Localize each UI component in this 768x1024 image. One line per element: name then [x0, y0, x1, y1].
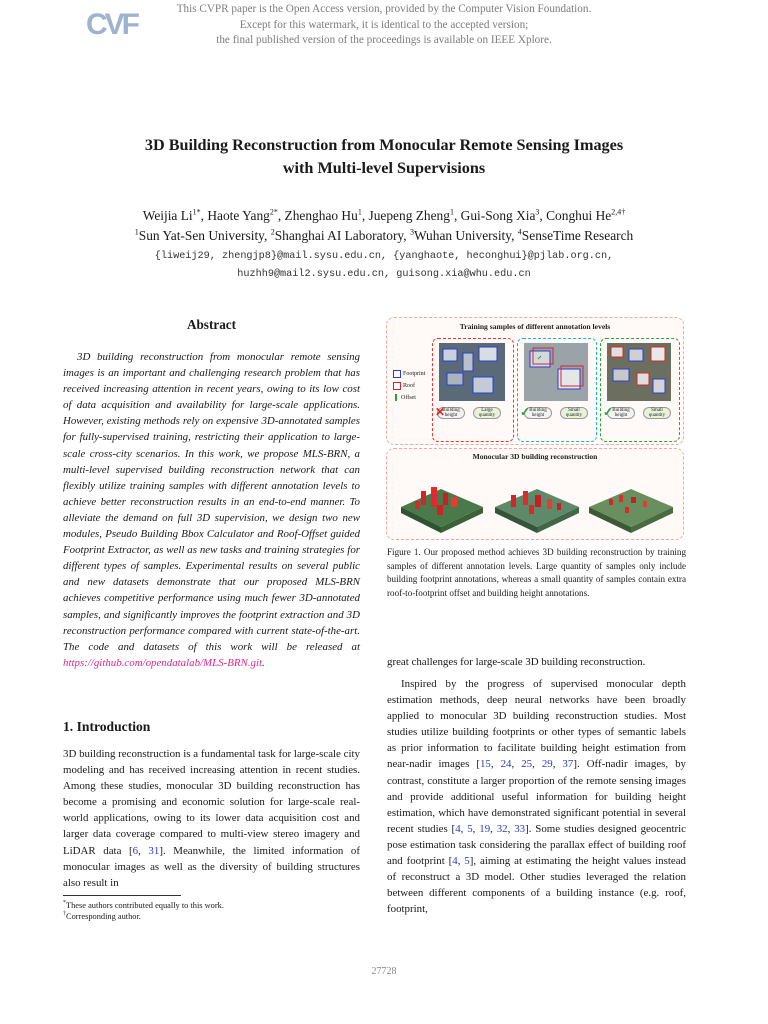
sample-panel-3 [600, 338, 680, 442]
email-block: {liweij29, zhengjp8}@mail.sysu.edu.cn, {yanghaote, heconghui}@pjlab.org.cn, huzhh9@mail2.sysu.edu.cn, guisong.xia@whu.edu.cn [154, 251, 614, 280]
sample-panel-2 [517, 338, 597, 442]
citation-link[interactable]: 37 [562, 758, 574, 771]
citation-link[interactable]: 4 [452, 855, 458, 868]
citation-link[interactable]: 25 [521, 758, 533, 771]
figure-panel-reconstruction [386, 448, 684, 540]
citation-link[interactable]: 33 [514, 822, 526, 835]
code-link[interactable]: https://github.com/opendatalab/MLS-BRN.git [63, 656, 263, 669]
intro-paragraph-1: 3D building reconstruction is a fundamental task for large-scale city modeling and has received increasing attention in recent studies. Among these studies, monocular 3D building reconstruction has become a promising and economic solution for large-scale real-world applications, owing to its lower data acquisition cost and larger data coverage compared to multi-view stereo imagery and LiDAR data [6, 31]. Meanwhile, the limited information of monocular images as well as the diversity of building structures also result in [63, 748, 361, 889]
author-list: Weijia $Li^{1*}$, Haote Yang$^{2*}$, Zhenghao Hu$^1$, Juepeng Zheng$^1$, Gui-Song Xia$^3$, Conghui $He^{2,4\dagger}$ [142, 207, 626, 223]
citation-link[interactable]: 5 [467, 822, 473, 835]
intro-heading: 1. Introduction [63, 719, 151, 734]
tag-building-height: Building height [524, 407, 552, 419]
citation-link[interactable]: 24 [500, 758, 512, 771]
abstract-body: 3D building reconstruction from monocular remote sensing images is an important and challenging research problem that has received increasing attention in recent years, owing to its low cost of data acquisition and availability for large-scale applications. However, existing methods rely on expensive 3D-annotated samples for fully-supervised training, restricting their application to large-scale cross-city scenarios. In this work, we propose MLS-BRN, a multi-level supervised building reconstruction network that can flexibly utilize training samples with different annotation levels to achieve better reconstruction results in an end-to-end manner. To alleviate the demand on full 3D supervision, we design two new modules, Pseudo Building Bbox Calculator and Roof-Offset guided Footprint Extractor, as well as new tasks and training strategies for different types of samples. Experimental results on several public and new datasets demonstrate that our proposed MLS-BRN achieves competitive performance using much fewer 3D-annotated samples, and significantly improves the footprint extraction and 3D reconstruction performance compared with current state-of-the-art. The code and datasets of this work will be released at https://github.com/opendatalab/MLS-BRN.git. [63, 351, 360, 669]
footnote-rule [63, 895, 181, 896]
watermark-line-2: Except for this watermark, it is identical to the accepted version; [239, 18, 529, 31]
citation-link[interactable]: 29 [541, 758, 553, 771]
tag-small-quantity: Small quantity [643, 407, 671, 419]
figure-top-title: Training samples of different annotation levels [459, 322, 611, 331]
citation-link[interactable]: 4 [455, 822, 461, 835]
cross-icon: ✕ [435, 405, 446, 419]
tag-building-height: Building height [607, 407, 635, 419]
affiliation-list: $^1$Sun Yat-Sen University, $^2$Shanghai AI Laboratory, $^3$Wuhan University, $^4$SenseTime Research [134, 227, 634, 243]
citation-link[interactable]: 19 [479, 822, 491, 835]
watermark-line-3: the final published version of the proceedings is available on IEEE Xplore. [216, 34, 552, 46]
reconstruction-3d-renderings [391, 467, 679, 535]
sample-image-3 [607, 343, 671, 401]
author-block [40, 206, 728, 246]
footnote-1: *These authors contributed equally to this work. [63, 900, 224, 910]
intro-paragraph-1-continued: great challenges for large-scale 3D building reconstruction. [387, 656, 646, 668]
citation-link[interactable]: 32 [496, 822, 508, 835]
sample-image-2 [524, 343, 588, 401]
legend-footprint: Footprint [393, 368, 425, 380]
check-icon: ✓ [520, 405, 531, 419]
figure-bottom-title: Monocular 3D building reconstruction [472, 452, 598, 461]
citation-link[interactable]: 15 [479, 758, 491, 771]
tag-small-quantity: Small quantity [560, 407, 588, 419]
figure-caption: Figure 1. Our proposed method achieves 3D building reconstruction by training samples of different annotation levels. Large quantity of samples only include building footprint annotations, whereas a small quantity of samples contain extra roof-to-footprint offset and building height annotations. [387, 547, 686, 599]
footnote-2: †Corresponding author. [63, 911, 141, 921]
svg-text:CVF: CVF [86, 8, 137, 40]
tag-large-quantity: Large quantity [473, 407, 501, 419]
figure-panel-training-samples [386, 317, 684, 445]
watermark-line-1: This CVPR paper is the Open Access version, provided by the Computer Vision Foundation. [176, 3, 592, 15]
citation-link[interactable]: 5 [464, 855, 470, 868]
check-icon: ✓ [603, 405, 614, 419]
sample-panel-1 [432, 338, 514, 442]
paper-title: 3D Building Reconstruction from Monocular Remote Sensing Images with Multi-level Supervisions [144, 136, 624, 177]
sample-image-1 [439, 343, 505, 401]
tag-building-height: Building height [437, 407, 465, 419]
abstract-heading: Abstract [186, 317, 237, 332]
intro-paragraph-2: Inspired by the progress of supervised monocular depth estimation methods, deep neural networks have been broadly applied to monocular 3D building reconstruction studies. Most studies utilize building footprints or other types of semantic labels as prior information to facilitate building height estimation from near-nadir images [15, 24, 25, 29, 37]. Off-nadir images, by contrast, constitute a larger proportion of the remote sensing images and provide additional useful information for building height estimation, which have demonstrated significant potential in several recent studies [4, 5, 19, 32, 33]. Some studies designed geocentric pose estimation task considering the parallax effect of building roof and footprint [4, 5], aiming at estimating the height values instead of reconstruct a 3D model. Other studies leveraged the relation between different components of a building instance (e.g. roof, footprint, [387, 678, 687, 916]
citation-link[interactable]: 6 [132, 844, 139, 857]
page-number: 27728 [371, 966, 397, 977]
legend-roof: Roof [393, 380, 425, 392]
legend-offset: Offset [393, 392, 425, 404]
citation-link[interactable]: 31 [148, 844, 160, 857]
figure-legend [393, 368, 425, 404]
